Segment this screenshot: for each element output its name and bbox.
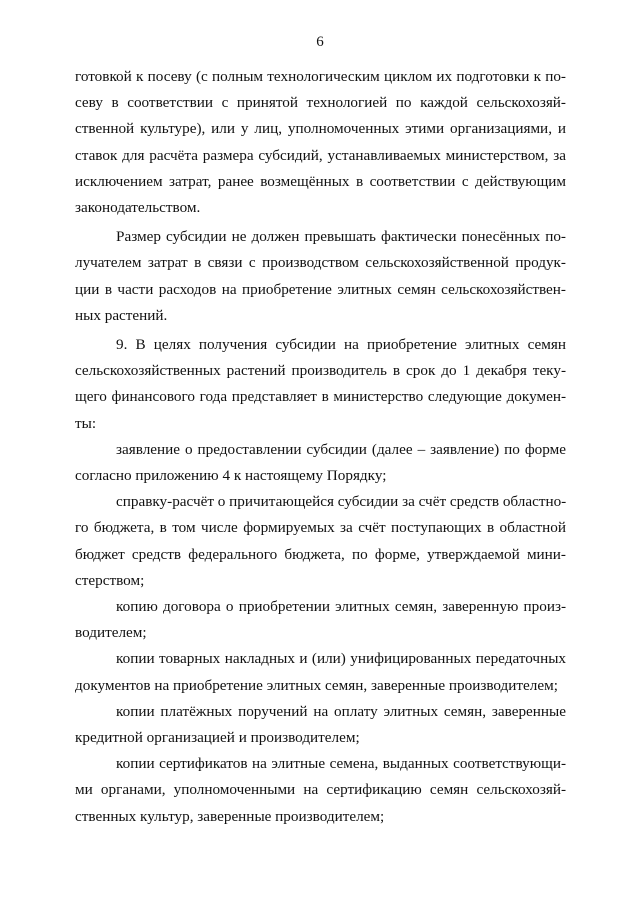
text-line: ственных культур, заверенные производителем; <box>75 807 385 825</box>
text-line: стерством; <box>75 571 145 589</box>
text-line: копии сертификатов на элитные семена, выданных соответствующи- <box>116 755 566 773</box>
text-line: копию договора о приобретении элитных семян, заверенную произ- <box>116 598 566 616</box>
text-line: законодательством. <box>75 199 201 217</box>
text-line: лучателем затрат в связи с производством сельскохозяйственной продук- <box>75 254 566 272</box>
paragraph <box>75 64 566 221</box>
paragraph <box>75 437 566 489</box>
document-body <box>75 64 566 830</box>
text-line: ставок для расчёта размера субсидий, устанавливаемых министерством, за <box>75 146 566 164</box>
text-line: сельскохозяйственных растений производитель в срок до 1 декабря теку- <box>75 362 566 380</box>
paragraph <box>75 699 566 751</box>
text-line: ных растений. <box>75 306 168 324</box>
text-line: заявление о предоставлении субсидии (далее – заявление) по форме <box>116 440 566 458</box>
text-line: копии товарных накладных и (или) унифицированных передаточных <box>116 650 566 668</box>
text-line: ственной культуре), или у лиц, уполномоченных этими организациями, и <box>75 120 566 138</box>
paragraph <box>75 224 566 329</box>
text-line: 9. В целях получения субсидии на приобретение элитных семян <box>116 336 566 354</box>
paragraph <box>75 489 566 594</box>
paragraph <box>75 594 566 646</box>
text-line: ции в части расходов на приобретение элитных семян сельскохозяйствен- <box>75 280 566 298</box>
text-line: го бюджета, в том числе формируемых за счёт поступающих в областной <box>75 519 566 537</box>
text-line: Размер субсидии не должен превышать фактически понесённых по- <box>116 228 566 246</box>
text-line: ми органами, уполномоченными на сертификацию семян сельскохозяй- <box>75 781 566 799</box>
text-line: бюджет средств федерального бюджета, по форме, утверждаемой мини- <box>75 545 566 563</box>
text-line: согласно приложению 4 к настоящему Порядку; <box>75 467 387 485</box>
page-number: 6 <box>316 34 324 50</box>
text-line: водителем; <box>75 624 147 642</box>
text-line: исключением затрат, ранее возмещённых в соответствии с действующим <box>75 172 566 190</box>
text-line: щего финансового года представляет в министерство следующие докумен- <box>75 388 566 406</box>
paragraph <box>75 332 566 437</box>
text-line: готовкой к посеву (с полным технологическим циклом их подготовки к по- <box>75 68 566 85</box>
text-line: ты: <box>75 414 97 432</box>
text-line: справку-расчёт о причитающейся субсидии за счёт средств областно- <box>116 493 567 511</box>
paragraph <box>75 751 566 830</box>
text-line: севу в соответствии с принятой технологией по каждой сельскохозяй- <box>75 94 566 112</box>
text-line: кредитной организацией и производителем; <box>75 729 360 747</box>
text-line: документов на приобретение элитных семян, заверенные производителем; <box>75 676 558 694</box>
paragraph <box>75 646 566 698</box>
text-line: копии платёжных поручений на оплату элитных семян, заверенные <box>116 702 566 720</box>
